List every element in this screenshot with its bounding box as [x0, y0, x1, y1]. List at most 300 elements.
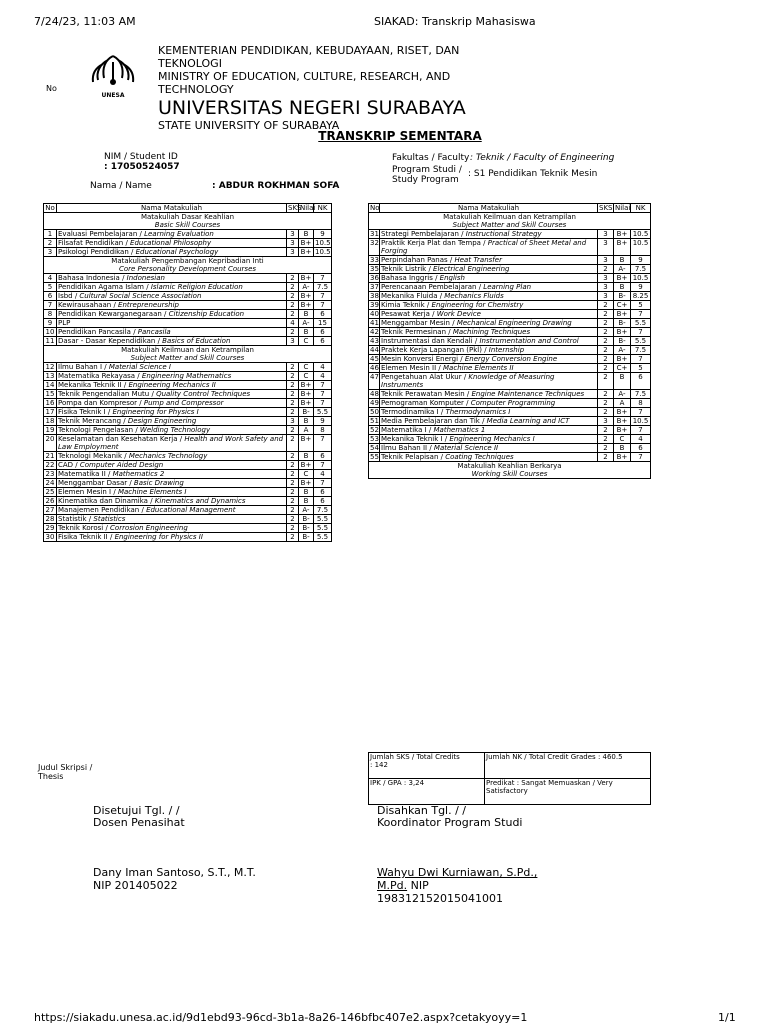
row-grade: B [299, 497, 314, 506]
course-name-id: Teknologi Mekanik [58, 452, 123, 460]
course-name-id: Pendidikan Agama Islam [58, 283, 144, 291]
table-row [369, 390, 651, 399]
course-name-id: Psikologi Pendidikan [58, 248, 129, 256]
table-row [44, 488, 332, 497]
course-name-id: Teknik Korosi [58, 524, 104, 532]
course-name [57, 319, 287, 328]
row-sks: 2 [598, 399, 614, 408]
row-sks: 2 [598, 310, 614, 319]
row-sks: 2 [598, 426, 614, 435]
table-row [44, 239, 332, 248]
course-name: Teknik Pengendalian Mutu / Quality Control Techniques [57, 390, 287, 399]
row-grade: B [614, 256, 631, 265]
course-name: Teknik Pelapisan / Coating Techniques [380, 453, 598, 462]
table-row [44, 230, 332, 239]
left-grades-table [43, 203, 332, 542]
row-no: 50 [370, 408, 379, 416]
row-nk: 6 [314, 310, 332, 319]
row-no: 5 [44, 283, 57, 292]
course-name-id: Isbd [58, 292, 73, 300]
row-no: 24 [44, 479, 57, 488]
course-name-en: Corrosion Engineering [110, 524, 188, 532]
course-name-en: Practical of Sheet Metal and Forging [381, 239, 587, 255]
row-nk: 7.5 [631, 265, 651, 274]
row-nk: 9 [631, 283, 651, 292]
row-sks: 2 [287, 301, 299, 310]
predicate-label: Predikat [486, 779, 515, 787]
course-name-en: Entrepreneurship [118, 301, 179, 309]
row-nk: 5.5 [314, 515, 332, 524]
row-no: 14 [44, 381, 57, 390]
row-nk: 7 [314, 301, 332, 310]
row-no: 26 [44, 497, 57, 506]
course-name-id: Teknik Perawatan Mesin [381, 390, 465, 398]
course-name-en: Mathematics 1 [433, 426, 486, 434]
course-name-id: Teknik Listrik [381, 265, 427, 273]
row-sks: 3 [598, 239, 614, 256]
coordinator-name: Wahyu Dwi Kurniawan, S.Pd., M.Pd. [377, 866, 538, 892]
table-row [44, 301, 332, 310]
course-name-en: Educational Philosophy [130, 239, 212, 247]
row-sks: 3 [598, 283, 614, 292]
course-name-id: Teknik Pelapisan [381, 453, 439, 461]
nim-label: NIM / Student ID [104, 152, 178, 162]
row-sks: 2 [598, 265, 614, 274]
row-no: 4 [44, 274, 57, 283]
course-name: Teknik Listrik / Electrical Engineering [380, 265, 598, 274]
course-name: Teknologi Mekanik / Mechanics Technology [57, 452, 287, 461]
row-sks: 2 [287, 533, 299, 542]
row-grade: B- [614, 337, 631, 346]
row-grade: B+ [299, 399, 314, 408]
row-sks: 2 [598, 319, 614, 328]
course-name-id: Mekanika Teknik I [381, 435, 443, 443]
row-no: 54 [370, 444, 379, 452]
course-name-id: Teknologi Pengelasan [58, 426, 134, 434]
advisor-name: Dany Iman Santoso, S.T., M.T. NIP 201405022 [93, 866, 256, 892]
row-nk: 10.5 [631, 239, 651, 256]
course-name-en: Computer Programming [470, 399, 556, 407]
row-no: 9 [44, 319, 57, 328]
course-name: Pendidikan Kewarganegaraan / Citizenship Education [57, 310, 287, 319]
row-nk: 15 [314, 319, 332, 328]
row-nk: 5 [631, 364, 651, 373]
course-name: Pemograman Komputer / Computer Programming [380, 399, 598, 408]
row-sks: 3 [287, 248, 299, 257]
row-sks: 2 [598, 346, 614, 355]
logo-text: UNESA [101, 92, 125, 99]
course-name-id: Menggambar Dasar [58, 479, 128, 487]
row-sks: 2 [598, 355, 614, 364]
row-grade: B [299, 310, 314, 319]
row-nk: 5.5 [631, 337, 651, 346]
table-row [44, 426, 332, 435]
table-row [369, 239, 651, 256]
row-no: 8 [44, 310, 57, 319]
course-name: Statistik / Statistics [57, 515, 287, 524]
course-name-id: Pompa dan Kompresor [58, 399, 138, 407]
course-name-id: Termodinamika I [381, 408, 439, 416]
row-grade: B+ [299, 381, 314, 390]
col-grade: Nilai [300, 204, 316, 212]
row-sks: 3 [287, 337, 299, 346]
coordinator-nip: NIP 198312152015041001 [377, 879, 503, 905]
row-nk: 9 [631, 256, 651, 265]
course-name-en: Media Learning and ICT [486, 417, 570, 425]
row-no: 31 [370, 230, 379, 238]
course-name: Perencanaan Pembelajaran / Learning Plan [380, 283, 598, 292]
group-row [369, 213, 651, 230]
row-sks: 2 [287, 274, 299, 283]
course-name-id: Pesawat Kerja [381, 310, 430, 318]
row-grade: B- [299, 524, 314, 533]
row-no: 44 [370, 346, 379, 354]
table-row [369, 274, 651, 283]
course-name: Teknologi Pengelasan / Welding Technology [57, 426, 287, 435]
course-name-id: Matematika I [381, 426, 427, 434]
row-grade: B+ [614, 426, 631, 435]
table-row [369, 319, 651, 328]
row-sks: 3 [287, 239, 299, 248]
gpa-value: : 3,24 [403, 779, 425, 787]
course-name: Elemen Mesin II / Machine Elements II [380, 364, 598, 373]
col-no: No [370, 204, 380, 212]
course-name-en: Mechanics Fluids [444, 292, 504, 300]
row-no: 1 [44, 230, 57, 239]
faculty-label: Fakultas / Faculty [392, 153, 470, 163]
course-name: Termodinamika I / Thermodynamics I [380, 408, 598, 417]
name-value: : ABDUR ROKHMAN SOFA [212, 181, 340, 191]
course-name: Perpindahan Panas / Heat Transfer [380, 256, 598, 265]
course-name: Mekanika Teknik II / Engineering Mechanics II [57, 381, 287, 390]
print-datetime: 7/24/23, 11:03 AM [34, 15, 136, 28]
course-name-en: Computer Aided Design [79, 461, 164, 469]
group-title: Matakuliah Pengembangan Kepribadian Inti [111, 257, 264, 265]
table-row [369, 373, 651, 390]
course-name-en: Mathematics 2 [112, 470, 165, 478]
course-name-id: Keselamatan dan Kesehatan Kerja [58, 435, 178, 443]
course-name: Mesin Konversi Energi / Energy Conversion Engine [380, 355, 598, 364]
row-sks: 2 [287, 399, 299, 408]
course-name-id: PLP [58, 319, 71, 327]
course-name-id: Statistik [58, 515, 87, 523]
row-grade: B [299, 417, 314, 426]
row-sks: 2 [598, 390, 614, 399]
row-no: 19 [44, 426, 57, 435]
table-row [44, 515, 332, 524]
course-name: Bahasa Indonesia / Indonesian [57, 274, 287, 283]
row-nk: 10.5 [631, 274, 651, 283]
row-grade: B+ [614, 328, 631, 337]
row-nk: 7 [314, 292, 332, 301]
course-name: Fisika Teknik I / Engineering for Physics I [57, 408, 287, 417]
row-nk: 4 [314, 470, 332, 479]
course-name-en: Heat Transfer [454, 256, 502, 264]
row-no: 23 [44, 470, 57, 479]
row-nk: 7 [314, 274, 332, 283]
course-name: Strategi Pembelajaran / Instructional Strategy [380, 230, 598, 239]
row-no: 41 [370, 319, 379, 327]
table-row [44, 319, 332, 328]
course-name-id: Kinematika dan Dinamika [58, 497, 148, 505]
course-name-en: Energy Conversion Engine [464, 355, 558, 363]
row-no: 42 [370, 328, 379, 336]
course-name-en: Electrical Engineering [433, 265, 510, 273]
table-row [44, 506, 332, 515]
table-row [369, 256, 651, 265]
course-name-en: Statistics [93, 515, 126, 523]
row-no: 53 [370, 435, 379, 443]
table-row [369, 310, 651, 319]
row-grade: B+ [614, 417, 631, 426]
row-sks: 2 [287, 515, 299, 524]
row-no: 33 [370, 256, 379, 264]
course-name: Dasar - Dasar Kependidikan / Basics of Education [57, 337, 287, 346]
group-row [44, 257, 332, 274]
row-sks: 3 [598, 256, 614, 265]
print-page-title: SIAKAD: Transkrip Mahasiswa [374, 15, 536, 28]
row-no: 18 [44, 417, 57, 426]
group-title: Matakuliah Keilmuan dan Ketrampilan [121, 346, 254, 354]
table-row [44, 292, 332, 301]
row-nk: 7.5 [314, 283, 332, 292]
row-no: 38 [370, 292, 379, 300]
university-name: UNIVERSITAS NEGERI SURABAYA [158, 97, 466, 119]
course-name-id: Evaluasi Pembelajaran [58, 230, 138, 238]
row-no: 36 [370, 274, 379, 282]
table-row [369, 265, 651, 274]
total-credits-value: : 142 [370, 761, 388, 769]
row-grade: C [614, 435, 631, 444]
course-name: CAD / Computer Aided Design [57, 461, 287, 470]
row-no: 32 [369, 239, 380, 256]
row-nk: 6 [314, 497, 332, 506]
thesis-label: Judul Skripsi / Thesis [38, 763, 93, 781]
row-nk: 6 [314, 337, 332, 346]
row-nk: 8 [631, 399, 651, 408]
table-row [369, 337, 651, 346]
row-sks: 2 [287, 283, 299, 292]
course-name-en: Machining Techniques [452, 328, 531, 336]
row-nk: 7 [631, 328, 651, 337]
table-row [44, 533, 332, 542]
row-no: 6 [44, 292, 57, 301]
no-label: No [46, 84, 57, 93]
course-name-en: Quality Control Techniques [156, 390, 251, 398]
course-name: Praktik Kerja Plat dan Tempa / Practical of Sheet Metal and Forging [380, 239, 598, 256]
row-nk: 5.5 [631, 319, 651, 328]
row-grade: B+ [614, 355, 631, 364]
course-name-id: Praktek Kerja Lapangan (Pkl) [381, 346, 482, 354]
ministry-id: KEMENTERIAN PENDIDIKAN, KEBUDAYAAN, RISET, DAN TEKNOLOGI [158, 44, 460, 70]
row-nk: 7 [631, 426, 651, 435]
course-name: Matematika I / Mathematics 1 [380, 426, 598, 435]
advisor-role: Dosen Penasihat [93, 816, 185, 829]
row-no: 51 [370, 417, 379, 425]
course-name-en: Educational Management [146, 506, 236, 514]
course-name: Menggambar Mesin / Mechanical Engineering Drawing [380, 319, 598, 328]
total-grades-value: : 460.5 [597, 753, 623, 761]
table-row [369, 355, 651, 364]
group-title-en: Basic Skill Courses [154, 221, 221, 229]
row-sks: 2 [598, 301, 614, 310]
row-grade: A- [299, 506, 314, 515]
row-sks: 3 [598, 292, 614, 301]
row-nk: 7.5 [631, 390, 651, 399]
table-row [44, 479, 332, 488]
row-sks: 2 [287, 408, 299, 417]
table-row [44, 381, 332, 390]
row-grade: A- [299, 283, 314, 292]
row-sks: 2 [287, 461, 299, 470]
course-name-id: Matematika Rekayasa [58, 372, 136, 380]
course-name-id: Pengetahuan Alat Ukur [381, 373, 462, 381]
row-nk: 6 [631, 373, 651, 390]
row-sks: 2 [287, 328, 299, 337]
table-row [369, 399, 651, 408]
gpa-label: IPK / GPA [370, 779, 402, 787]
row-nk: 7 [314, 461, 332, 470]
row-grade: B+ [299, 239, 314, 248]
letterhead [158, 44, 518, 132]
course-name-en: Instructional Strategy [465, 230, 542, 238]
row-nk: 4 [631, 435, 651, 444]
row-nk: 9 [314, 417, 332, 426]
row-grade: B+ [299, 292, 314, 301]
row-sks: 2 [287, 479, 299, 488]
program-value: : S1 Pendidikan Teknik Mesin [468, 169, 598, 179]
table-row [44, 363, 332, 372]
course-name-id: Elemen Mesin II [381, 364, 437, 372]
course-name-id: Fisika Teknik I [58, 408, 106, 416]
row-grade: B [299, 230, 314, 239]
row-sks: 2 [287, 488, 299, 497]
predicate-value: : Sangat Memuaskan / Very Satisfactory [486, 779, 613, 795]
table-row [369, 346, 651, 355]
course-name: Bahasa Inggris / English [380, 274, 598, 283]
row-nk: 7 [631, 310, 651, 319]
ministry-en: MINISTRY OF EDUCATION, CULTURE, RESEARCH, AND TECHNOLOGY [158, 70, 451, 96]
course-name-id: Filsafat Pendidikan [58, 239, 124, 247]
row-nk: 5.5 [314, 524, 332, 533]
table-row [44, 408, 332, 417]
row-grade: A- [614, 390, 631, 399]
row-nk: 4 [314, 372, 332, 381]
row-no: 20 [44, 435, 57, 452]
table-row [44, 399, 332, 408]
row-no: 2 [44, 239, 57, 248]
course-name: Kinematika dan Dinamika / Kinematics and Dynamics [57, 497, 287, 506]
course-name: Teknik Permesinan / Machining Techniques [380, 328, 598, 337]
row-sks: 2 [287, 506, 299, 515]
row-sks: 3 [598, 417, 614, 426]
course-name: Teknik Korosi / Corrosion Engineering [57, 524, 287, 533]
row-nk: 5 [631, 301, 651, 310]
table-row [44, 310, 332, 319]
row-grade: B+ [614, 453, 631, 462]
course-name-id: Mekanika Fluida [381, 292, 438, 300]
course-name-id: Kimia Teknik [381, 301, 425, 309]
row-grade: B [299, 328, 314, 337]
course-name-id: CAD [58, 461, 74, 469]
row-sks: 2 [287, 470, 299, 479]
row-grade: C+ [614, 364, 631, 373]
row-grade: B+ [299, 248, 314, 257]
row-nk: 6 [631, 444, 651, 453]
row-sks: 2 [598, 435, 614, 444]
group-title: Matakuliah Dasar Keahlian [140, 213, 235, 221]
col-sks: SKS [599, 204, 613, 212]
row-nk: 7 [631, 453, 651, 462]
row-nk: 7 [314, 435, 332, 452]
course-name-id: Pemograman Komputer [381, 399, 464, 407]
course-name-id: Fisika Teknik II [58, 533, 108, 541]
row-no: 16 [44, 399, 57, 408]
row-sks: 2 [287, 363, 299, 372]
approved-date: Disetujui Tgl. / / [93, 804, 180, 817]
group-title-en: Working Skill Courses [471, 470, 548, 478]
table-row [44, 248, 332, 257]
row-no: 45 [370, 355, 379, 363]
row-grade: B [614, 283, 631, 292]
course-name-id: Manajemen Pendidikan [58, 506, 140, 514]
course-name-en: Coating Techniques [445, 453, 514, 461]
row-grade: C [299, 337, 314, 346]
course-name-id: Teknik Pengendalian Mutu [58, 390, 150, 398]
summary-table [368, 752, 651, 805]
col-nk: NK [631, 204, 651, 213]
course-name-id: Matematika II [58, 470, 106, 478]
course-name: Matematika Rekayasa / Engineering Mathematics [57, 372, 287, 381]
course-name-en: Welding Technology [139, 426, 211, 434]
row-no: 22 [44, 461, 57, 470]
row-grade: A- [614, 346, 631, 355]
row-sks: 2 [598, 408, 614, 417]
row-sks: 2 [598, 364, 614, 373]
course-name-en: Design Engineering [127, 417, 197, 425]
row-no: 10 [44, 328, 57, 337]
row-sks: 2 [287, 435, 299, 452]
row-grade: B+ [614, 274, 631, 283]
row-grade: C+ [614, 301, 631, 310]
row-sks: 3 [287, 230, 299, 239]
table-row [44, 274, 332, 283]
course-name-en: Knowledge of Measuring Instruments [381, 373, 555, 389]
table-row [369, 453, 651, 462]
course-name-id: Mesin Konversi Energi [381, 355, 459, 363]
course-name: Kimia Teknik / Engineering for Chemistry [380, 301, 598, 310]
row-nk: 10.5 [631, 230, 651, 239]
row-no: 13 [44, 372, 57, 381]
course-name-id: Mekanika Teknik II [58, 381, 122, 389]
course-name: Instrumentasi dan Kendali / Instrumentation and Control [380, 337, 598, 346]
table-row [369, 426, 651, 435]
row-nk: 10.5 [315, 248, 331, 256]
row-nk: 9 [314, 230, 332, 239]
course-name-en: Indonesian [126, 274, 165, 282]
university-en: STATE UNIVERSITY OF SURABAYA [158, 119, 340, 132]
course-name-id: Elemen Mesin I [58, 488, 112, 496]
row-nk: 7.5 [314, 506, 332, 515]
row-no: 43 [370, 337, 379, 345]
row-no: 15 [44, 390, 57, 399]
row-no: 29 [44, 524, 57, 533]
row-grade: B- [299, 533, 314, 542]
course-name: Media Pembelajaran dan Tik / Media Learning and ICT [380, 417, 598, 426]
row-grade: B+ [299, 435, 314, 452]
row-no: 46 [370, 364, 379, 372]
row-nk: 7 [314, 479, 332, 488]
